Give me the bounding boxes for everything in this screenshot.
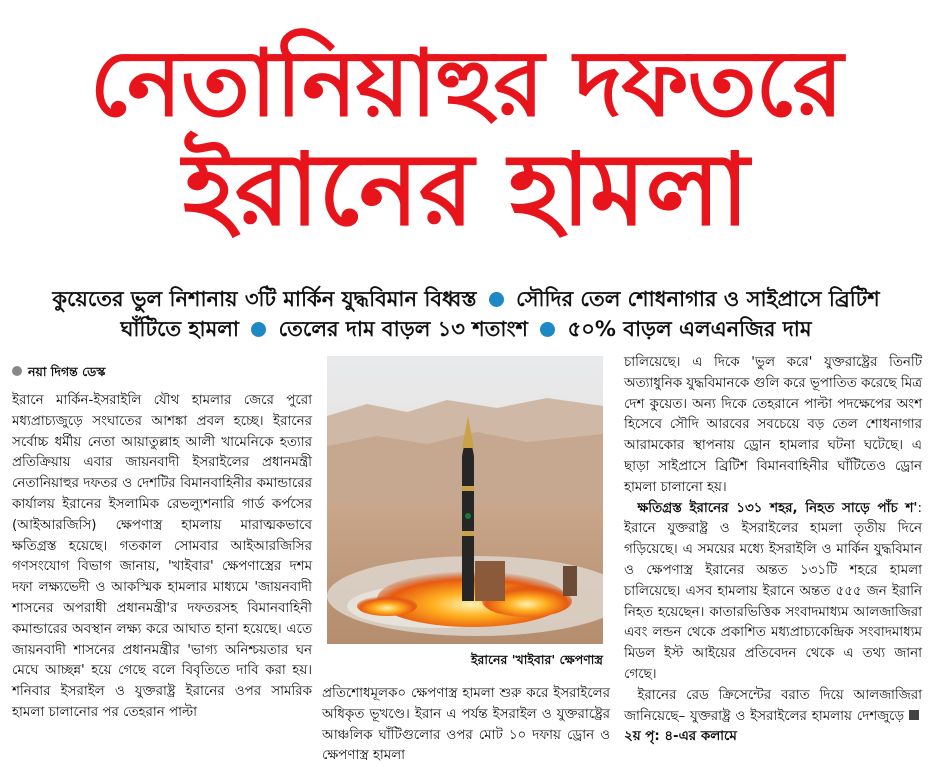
missile-launch-photo	[327, 356, 603, 644]
bullet-dot-icon	[540, 322, 555, 337]
subhead-lead: ক্ষতিগ্রস্ত ইরানের ১৩১ শহর, নিহত সাড়ে পাঁচ শ'	[637, 500, 918, 516]
subdeck-line-2	[0, 313, 932, 348]
paragraph-body: : ইরানে যুক্তরাষ্ট্র ও ইসরাইলের হামলা তৃতীয় দিনে গড়িয়েছে। এ সময়ের মধ্যে ইসরাইলি ও মার্কিন যুদ্ধবিমান ও ক্ষেপণাস্ত্র ইরানের অন্তত ১৩১টি শহরে হামলা চালিয়েছে। এসব হামলায় ইরানে অন্তত ৫৫৫ জন ইরানি নিহত হয়েছেন। কাতারভিত্তিক সংবাদমাধ্যম আলজাজিরা এবং লন্ডন থেকে প্রকাশিত মধ্যপ্রাচ্যকেন্দ্রিক সংবাদমাধ্যম মিডল ইস্ট আইয়ের প্রতিবেদন থেকে এ তথ্য জানা গেছে।	[624, 500, 922, 682]
byline-text: নয়া দিগন্ত ডেস্ক	[28, 364, 106, 379]
article-paragraph: চালিয়েছে। এ দিকে 'ভুল করে' যুক্তরাষ্ট্রের তিনটি অত্যাধুনিক যুদ্ধবিমানকে গুলি করে ভূপাতিত করেছে মিত্র দেশ কুয়েত। অন্য দিকে তেহরানে পাল্টা পদক্ষেপের অংশ হিসেবে সৌদি আরবের সবচেয়ে বড় তেল শোধনাগার আরামকোর স্থাপনায় ড্রোন হামলার ঘটনা ঘটেছে। এ ছাড়া সাইপ্রাসে ব্রিটিশ বিমানবাহিনীর ঘাঁটিতেও ড্রোন হামলা চালানো হয়।	[624, 355, 922, 495]
subdeck-item: তেলের দাম বাড়ল ১৩ শতাংশ	[278, 317, 528, 341]
paragraph-body: ইরানের রেড ক্রিসেন্টের বরাত দিয়ে আলজাজিরা জানিয়েছে– যুক্তরাষ্ট্র ও ইসরাইলের হামলায় দেশজুড়ে	[624, 687, 922, 724]
continuation-text: ২য় পৃ: ৪-এর কলামে	[624, 729, 737, 745]
subdeck-item: ঘাঁটিতে হামলা	[120, 317, 239, 341]
bullet-dot-icon	[489, 292, 504, 307]
byline	[12, 364, 105, 384]
missile-launch-illustration	[327, 356, 603, 644]
bullet-dot-icon	[251, 322, 266, 337]
jump-square-icon	[909, 710, 919, 720]
article-paragraph	[624, 686, 922, 748]
article-column-1	[12, 391, 312, 724]
article-paragraph: ইরানে মার্কিন-ইসরাইলি যৌথ হামলার জেরে পুরো মধ্যপ্রাচ্যজুড়ে সংঘাতের আশঙ্কা প্রবল হচ্ছে। ইরানের সর্বোচ্চ ধর্মীয় নেতা আয়াতুল্লাহ আলী খামেনিকে হত্যার প্রতিক্রিয়ায় এবার জায়নবাদী ইসরাইলের প্রধানমন্ত্রী নেতানিয়াহুর দফতর ও দেশটির বিমানবাহিনীর কমান্ডারের কার্যালয় ইরানের ইসলামিক রেভল্যুশনারি গার্ড কর্পসের (আইআরজিসি) ক্ষেপণাস্ত্র হামলায় মারাত্মকভাবে ক্ষতিগ্রস্ত হয়েছে। গতকাল সোমবার আইআরজিসির গণসংযোগ বিভাগ জানায়, 'খাইবার' ক্ষেপণাস্ত্রের দশম দফা লক্ষ্যভেদী ও আকস্মিক হামলার মাধ্যমে 'জায়নবাদী শাসনের অপরাধী প্রধানমন্ত্রী'র দফতরসহ বিমানবাহিনী কমান্ডারের অবস্থান লক্ষ্য করে আঘাত হানা হয়েছে। এতে জায়নবাদী শাসনের প্রধানমন্ত্রীর 'ভাগ্য অনিশ্চয়তার ঘন মেঘে আচ্ছন্ন' হয়ে গেছে বলে বিবৃতিতে দাবি করা হয়। শনিবার ইসরাইল ও যুক্তরাষ্ট্র ইরানের ওপর সামরিক হামলা চালানোর পর তেহরান পাল্টা	[12, 393, 312, 720]
photo-caption: ইরানের 'খাইবার' ক্ষেপণাস্ত্র	[471, 652, 603, 667]
article-paragraph	[624, 499, 922, 686]
subdeck-item: ৫০% বাড়ল এলএনজির দাম	[567, 317, 812, 341]
article-column-2	[322, 684, 610, 767]
headline-line-2: ইরানের হামলা	[182, 131, 750, 248]
subdeck-item: কুয়েতের ভুল নিশানায় ৩টি মার্কিন যুদ্ধবিমান বিধ্বস্ত	[52, 287, 477, 311]
article-column-3	[624, 353, 922, 748]
subdeck-item: সৌদির তেল শোধনাগার ও সাইপ্রাসে ব্রিটিশ	[516, 287, 880, 311]
article-paragraph: প্রতিশোধমূলক০ ক্ষেপণাস্ত্র হামলা শুরু করে ইসরাইলের অধিকৃত ভূখণ্ডে। ইরান এ পর্যন্ত ইসরাইল ও যুক্তরাষ্ট্রের আঞ্চলিক ঘাঁটিগুলোর ওপর মোট ১০ দফায় ড্রোন ও ক্ষেপণাস্ত্র হামলা	[322, 686, 610, 764]
byline-dot-icon	[12, 366, 22, 376]
headline-line-1: নেতানিয়াহুর দফতরে	[89, 30, 843, 137]
